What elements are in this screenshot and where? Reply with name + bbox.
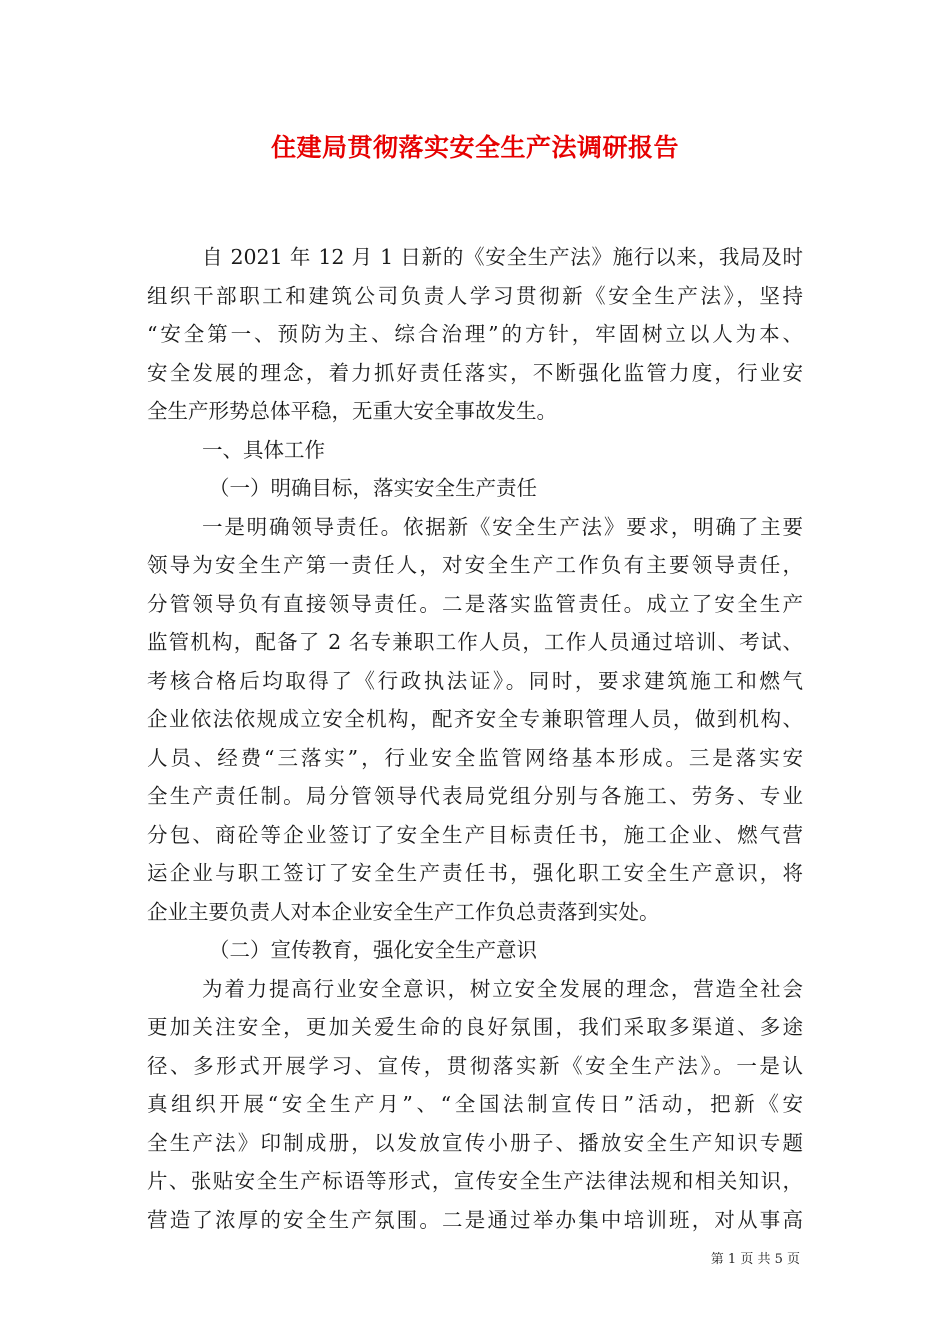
text-line: 人员、经费“三落实”，行业安全监管网络基本形成。三是落实安 <box>147 745 803 770</box>
section-heading: 一、具体工作 <box>202 437 325 462</box>
text-line: 考核合格后均取得了《行政执法证》。同时，要求建筑施工和燃气 <box>147 668 803 693</box>
text-line: 全生产法》印制成册，以发放宣传小册子、播放安全生产知识专题 <box>147 1130 803 1155</box>
document-body <box>147 238 803 1239</box>
subsection-heading: （二）宣传教育，强化安全生产意识 <box>209 938 537 962</box>
text-line: 分包、商砼等企业签订了安全生产目标责任书，施工企业、燃气营 <box>147 822 803 847</box>
text-line: 企业主要负责人对本企业安全生产工作负总责落到实处。 <box>147 899 660 924</box>
text-line: 片、张贴安全生产标语等形式，宣传安全生产法律法规和相关知识， <box>147 1169 803 1193</box>
subsection-heading: （一）明确目标，落实安全生产责任 <box>209 476 537 500</box>
text-line: 组织干部职工和建筑公司负责人学习贯彻新《安全生产法》，坚持 <box>147 283 803 308</box>
text-line: 安全发展的理念，着力抓好责任落实，不断强化监管力度，行业安 <box>147 360 803 385</box>
text-line: 运企业与职工签订了安全生产责任书，强化职工安全生产意识，将 <box>147 861 803 885</box>
document-title: 住建局贯彻落实安全生产法调研报告 <box>270 133 679 162</box>
text-line: 一是明确领导责任。依据新《安全生产法》要求，明确了主要 <box>202 514 803 539</box>
text-line: 为着力提高行业安全意识，树立安全发展的理念，营造全社会 <box>202 976 803 1001</box>
text-line: 营造了浓厚的安全生产氛围。二是通过举办集中培训班，对从事高 <box>147 1207 803 1232</box>
text-line: 企业依法依规成立安全机构，配齐安全专兼职管理人员，做到机构、 <box>147 707 803 731</box>
page-number: 第 1 页 共 5 页 <box>710 1252 800 1267</box>
text-line: 全生产责任制。局分管领导代表局党组分别与各施工、劳务、专业 <box>147 784 803 808</box>
text-line: 自 2021 年 12 月 1 日新的《安全生产法》施行以来，我局及时 <box>202 245 803 269</box>
text-line: 领导为安全生产第一责任人，对安全生产工作负有主要领导责任， <box>147 553 803 577</box>
text-line: 径、多形式开展学习、宣传，贯彻落实新《安全生产法》。一是认 <box>147 1053 803 1078</box>
text-line: 监管机构，配备了 2 名专兼职工作人员，工作人员通过培训、考试、 <box>147 630 803 654</box>
text-line: 分管领导负有直接领导责任。二是落实监管责任。成立了安全生产 <box>147 591 803 616</box>
text-line: 真组织开展“安全生产月”、“全国法制宣传日”活动，把新《安 <box>147 1092 803 1116</box>
text-line: 更加关注安全，更加关爱生命的良好氛围，我们采取多渠道、多途 <box>147 1015 803 1039</box>
text-line: 全生产形势总体平稳，无重大安全事故发生。 <box>147 399 557 423</box>
text-line: “安全第一、预防为主、综合治理”的方针，牢固树立以人为本、 <box>147 322 803 346</box>
